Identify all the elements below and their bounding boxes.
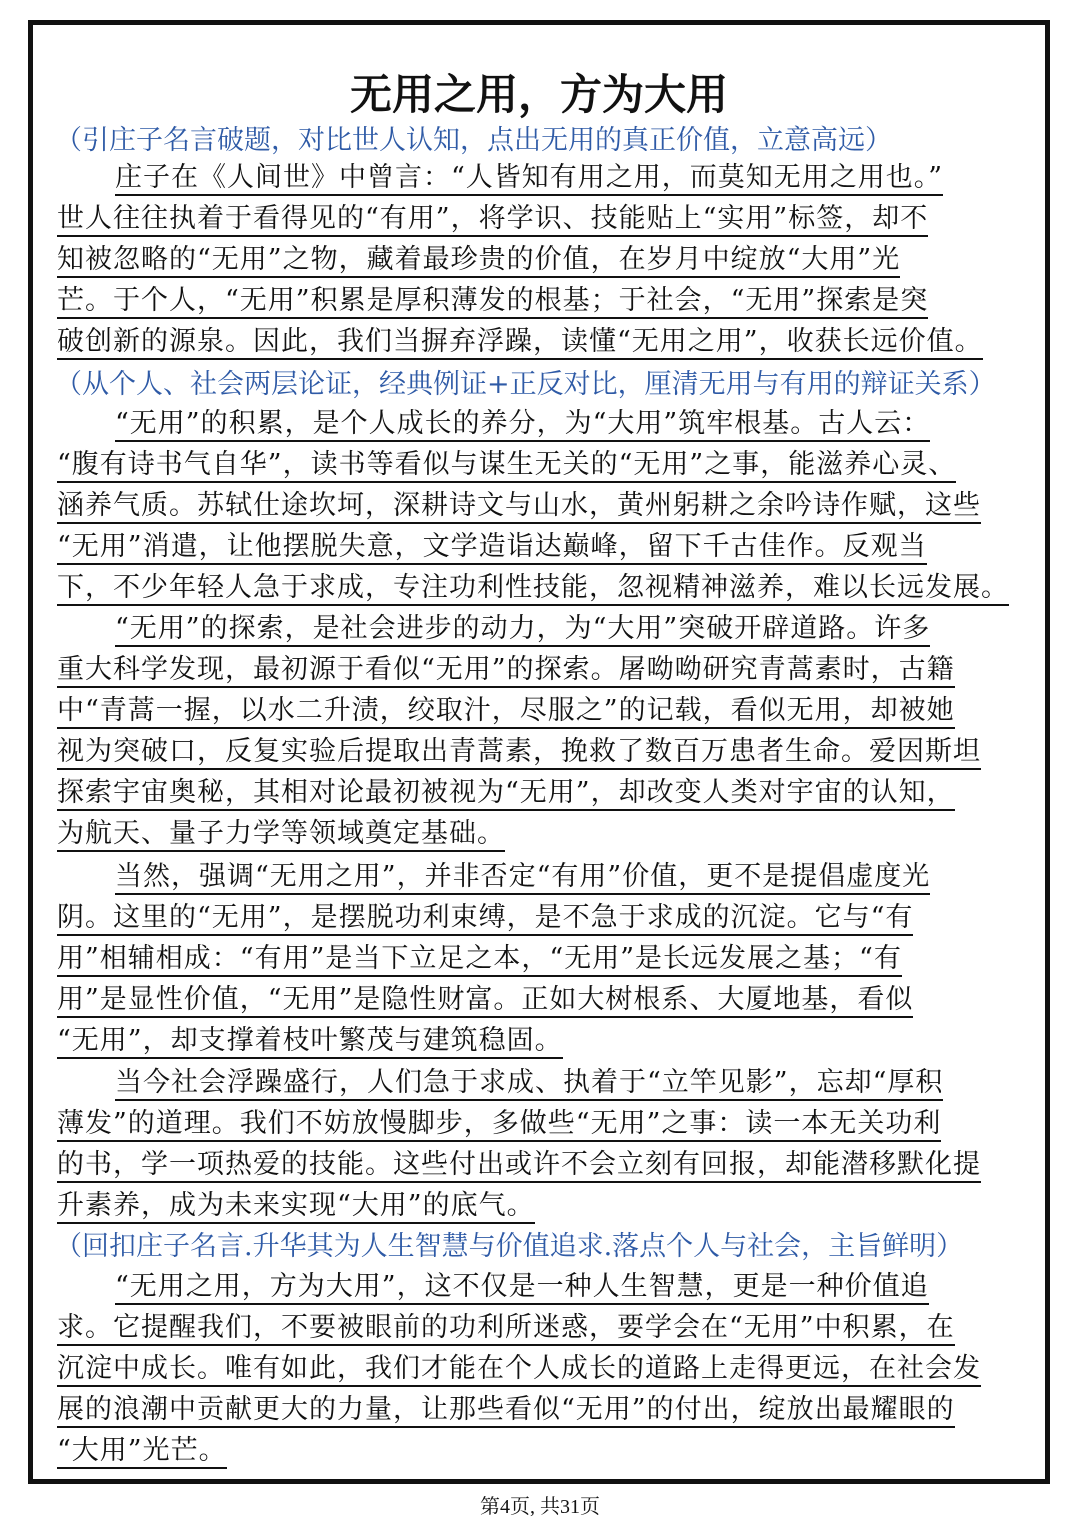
paragraph-line: 重大科学发现，最初源于看似“无用”的探索。屠呦呦研究青蒿素时，古籍 [57,654,955,688]
paragraph-line: 求。它提醒我们，不要被眼前的功利所迷惑，要学会在“无用”中积累，在 [57,1312,955,1346]
paragraph-line: “无用之用，方为大用”，这不仅是一种人生智慧，更是一种价值追 [115,1271,929,1305]
annotation-body: （从个人、社会两层论证，经典例证+正反对比，厘清无用与有用的辩证关系） [55,369,996,400]
paragraph-5 [57,1064,1017,1228]
paragraph-line: 破创新的源泉。因此，我们当摒弃浮躁，读懂“无用之用”，收获长远价值。 [57,326,983,360]
paragraph-line: 薄发”的道理。我们不妨放慢脚步，多做些“无用”之事：读一本无关功利 [57,1108,941,1142]
paragraph-1 [57,159,1017,364]
paragraph-line: “无用”，却支撑着枝叶繁茂与建筑稳固。 [57,1025,563,1059]
paragraph-line: 用”相辅相成：“有用”是当下立足之本，“无用”是长远发展之基；“有 [57,943,902,977]
paragraph-line: 中“青蒿一握，以水二升渍，绞取汁，尽服之”的记载，看似无用，却被她 [57,695,955,729]
paragraph-6 [57,1268,1017,1473]
annotation-conclusion: （回扣庄子名言.升华其为人生智慧与价值追求.落点个人与社会，主旨鲜明） [55,1231,964,1262]
paragraph-line: 的书，学一项热爱的技能。这些付出或许不会立刻有回报，却能潜移默化提 [57,1149,981,1183]
annotation-intro: （引庄子名言破题，对比世人认知，点出无用的真正价值，立意高远） [55,125,892,156]
paragraph-line: “腹有诗书气自华”，读书等看似与谋生无关的“无用”之事，能滋养心灵、 [57,449,956,483]
paragraph-line: “无用”的积累，是个人成长的养分，为“大用”筑牢根基。古人云： [115,408,930,442]
paragraph-line: 世人往往执着于看得见的“有用”，将学识、技能贴上“实用”标签，却不 [57,203,928,237]
paragraph-line: “大用”光芒。 [57,1435,227,1469]
paragraph-line: 视为突破口，反复实验后提取出青蒿素，挽救了数百万患者生命。爱因斯坦 [57,736,981,770]
paragraph-3 [57,610,1017,856]
paragraph-line: 庄子在《人间世》中曾言：“人皆知有用之用，而莫知无用之用也。” [115,162,943,196]
essay-title: 无用之用，方为大用 [349,70,728,119]
page-number: 第4页, 共31页 [480,1496,600,1518]
paragraph-4 [57,858,1017,1063]
paragraph-line: 芒。于个人，“无用”积累是厚积薄发的根基；于社会，“无用”探索是突 [57,285,928,319]
paragraph-line: 阴。这里的“无用”，是摆脱功利束缚，是不急于求成的沉淀。它与“有 [57,902,913,936]
paragraph-2 [57,405,1017,610]
paragraph-line: 沉淀中成长。唯有如此，我们才能在个人成长的道路上走得更远，在社会发 [57,1353,981,1387]
paragraph-line: “无用”的探索，是社会进步的动力，为“大用”突破开辟道路。许多 [115,613,930,647]
paragraph-line: 当今社会浮躁盛行，人们急于求成、执着于“立竿见影”，忘却“厚积 [115,1067,943,1101]
paragraph-line: 下，不少年轻人急于求成，专注功利性技能，忽视精神滋养，难以长远发展。 [57,572,1009,606]
paragraph-line: 涵养气质。苏轼仕途坎坷，深耕诗文与山水，黄州躬耕之余吟诗作赋，这些 [57,490,981,524]
paragraph-line: 知被忽略的“无用”之物，藏着最珍贵的价值，在岁月中绽放“大用”光 [57,244,900,278]
paragraph-line: 探索宇宙奥秘，其相对论最初被视为“无用”，却改变人类对宇宙的认知， [57,777,955,811]
paragraph-line: 展的浪潮中贡献更大的力量，让那些看似“无用”的付出，绽放出最耀眼的 [57,1394,955,1428]
paragraph-line: 用”是显性价值，“无用”是隐性财富。正如大树根系、大厦地基，看似 [57,984,913,1018]
paragraph-line: 升素养，成为未来实现“大用”的底气。 [57,1190,535,1224]
paragraph-line: 当然，强调“无用之用”，并非否定“有用”价值，更不是提倡虚度光 [115,861,930,895]
essay-frame [28,20,1050,1484]
paragraph-line: 为航天、量子力学等领域奠定基础。 [57,818,505,852]
paragraph-line: “无用”消遣，让他摆脱失意，文学造诣达巅峰，留下千古佳作。反观当 [57,531,927,565]
